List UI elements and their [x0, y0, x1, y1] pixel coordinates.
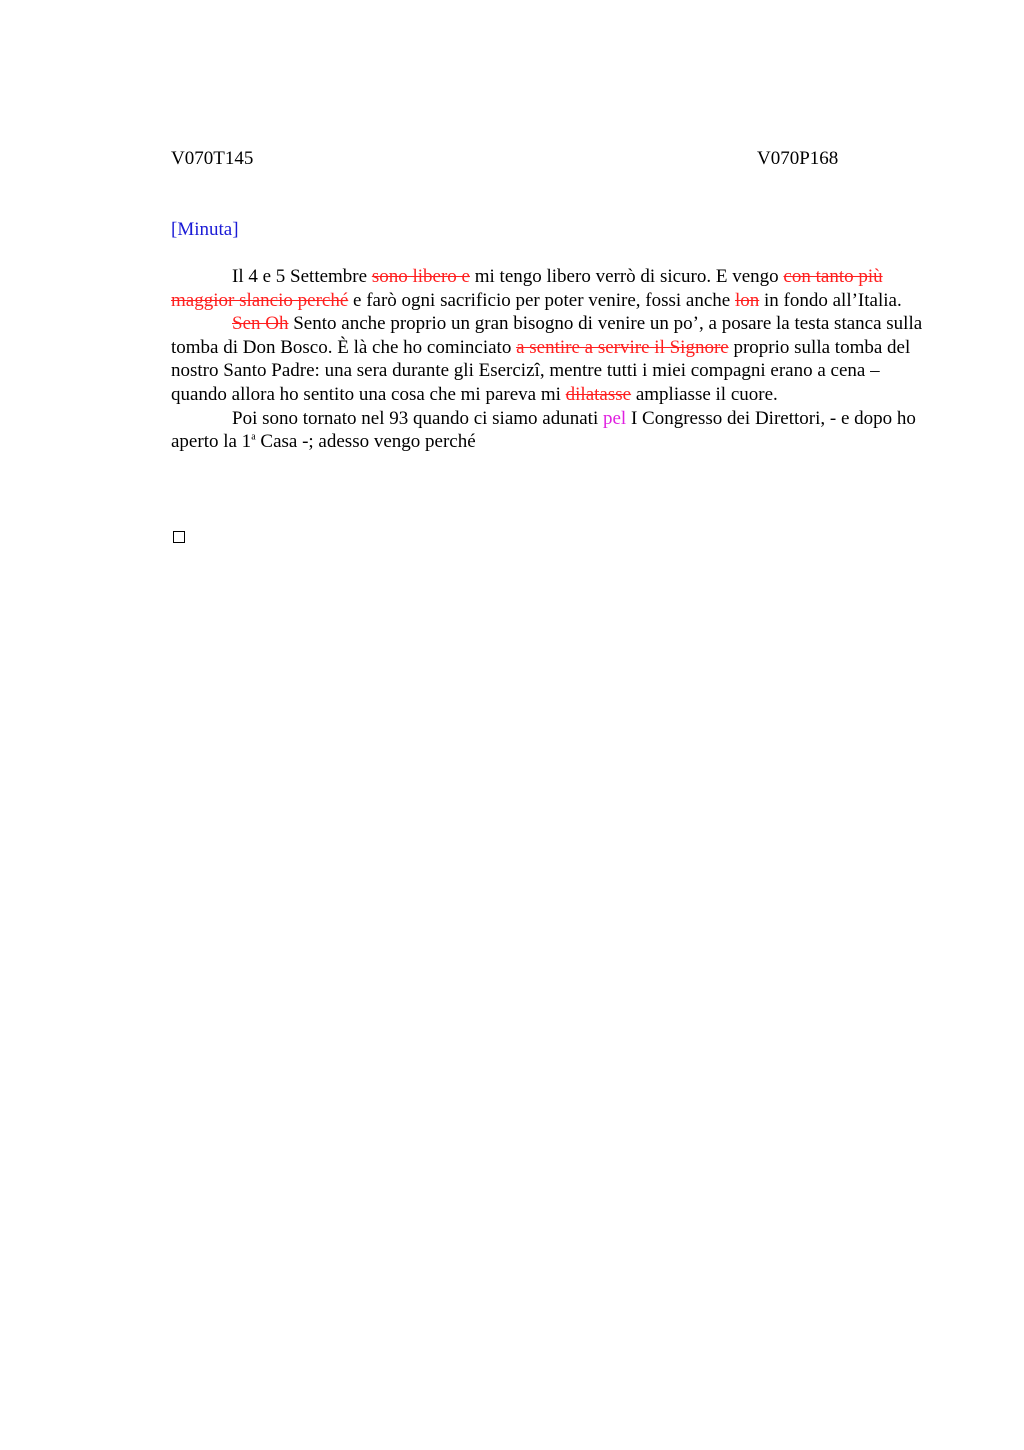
- text-segment: Il 4 e 5 Settembre: [232, 266, 372, 287]
- deleted-text: Sen Oh: [232, 313, 289, 335]
- text-segment: mi tengo libero verrò di sicuro. E vengo: [469, 266, 784, 287]
- text-segment: e farò ogni sacrificio per poter venire, fossi anche: [348, 289, 735, 311]
- text-segment: in fondo all’Italia.: [759, 289, 902, 311]
- deleted-text: lon: [734, 289, 760, 311]
- superscript: a: [251, 431, 256, 443]
- deleted-text: a sentire a servire il Signore: [516, 336, 729, 358]
- paragraph-2: [171, 312, 931, 406]
- editorial-text: pel: [602, 407, 627, 429]
- minuta-label: [Minuta]: [171, 219, 239, 240]
- text-segment: , mentre tutti i miei compagni erano a cena – quando allora ho sentito una cosa che mi pareva mi: [171, 360, 880, 405]
- deleted-text: con tanto più maggior slancio perché: [171, 266, 883, 311]
- end-marker-box-icon: [173, 531, 185, 543]
- document-code-left: V070T145: [171, 148, 254, 169]
- letter-body: [171, 265, 931, 454]
- text-segment: proprio sulla tomba del nostro Santo Padre: una sera durante gli Esercizî: [171, 336, 911, 382]
- text-segment: Sento anche proprio un gran bisogno di venire un po’, a posare la testa stanca sulla tomba di Don Bosco. È là che ho cominciato: [171, 313, 923, 358]
- text-segment: I Congresso dei Direttori, - e dopo ho aperto la 1: [171, 407, 916, 453]
- document-code-right: V070P168: [757, 148, 839, 169]
- paragraph-3: [171, 407, 931, 454]
- text-segment: ampliasse il cuore.: [631, 383, 778, 405]
- text-segment: Poi sono tornato nel 93 quando ci siamo adunati: [232, 407, 603, 429]
- text-segment: Casa -; adesso vengo perché: [255, 431, 476, 453]
- paragraph-1: [171, 265, 931, 312]
- deleted-text: sono libero e: [371, 266, 470, 287]
- deleted-text: dilatasse: [565, 383, 632, 405]
